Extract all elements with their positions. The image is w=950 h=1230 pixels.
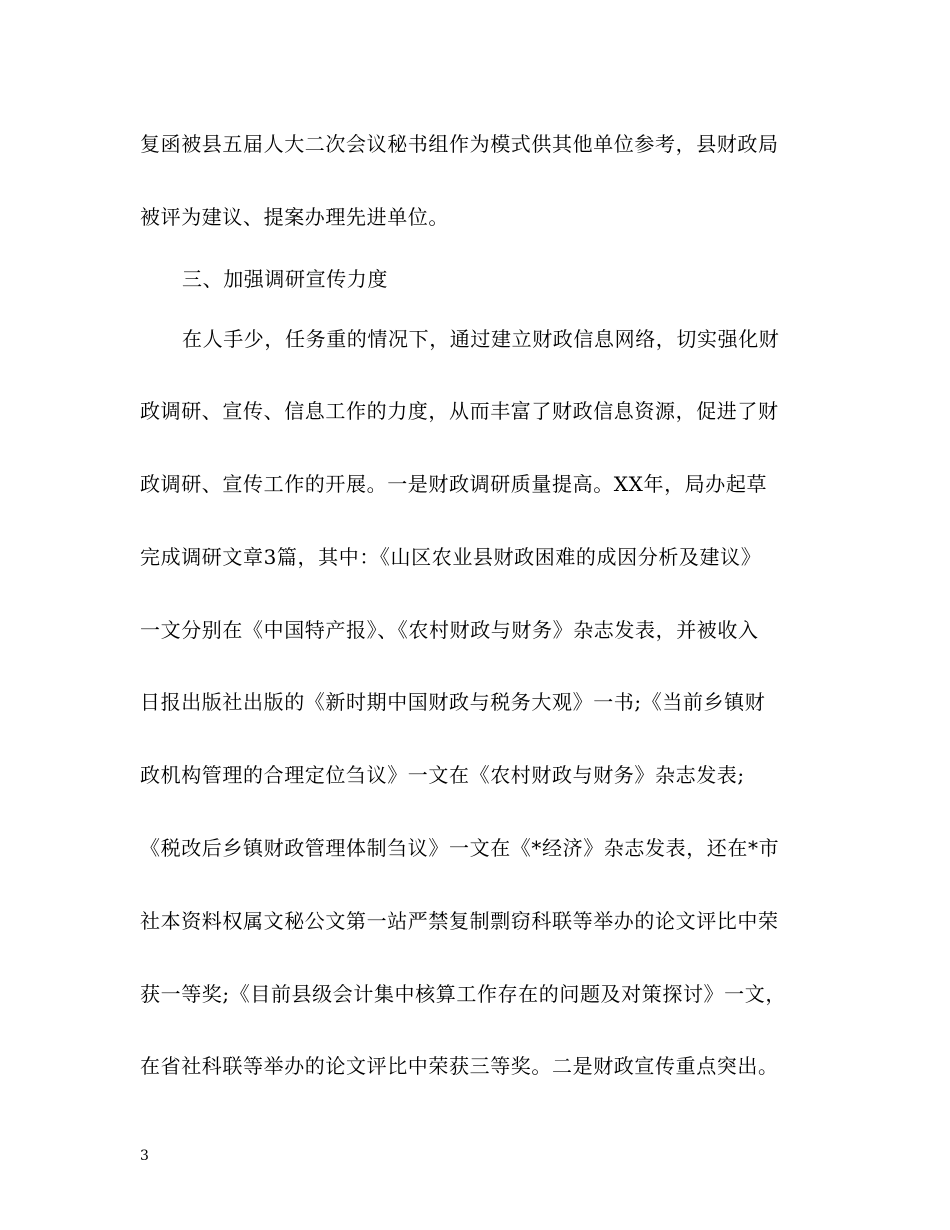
text-line: 完成调研文章3篇，其中：《山区农业县财政困难的成因分析及建议》 (140, 545, 762, 569)
text-line: 政调研、宣传工作的开展。一是财政调研质量提高。XX年，局办起草 (140, 472, 768, 496)
text-line: 获一等奖;《目前县级会计集中核算工作存在的问题及对策探讨》一文， (140, 982, 786, 1006)
text-line: 在省社科联等举办的论文评比中荣获三等奖。二是财政宣传重点突出。 (140, 1054, 779, 1078)
page-number: 3 (140, 1148, 149, 1164)
text-line: 政机构管理的合理定位刍议》一文在《农村财政与财务》杂志发表; (140, 763, 745, 787)
text-line: 《税改后乡镇财政管理体制刍议》一文在《*经济》杂志发表，还在*市 (140, 836, 780, 860)
text-line: 在人手少，任务重的情况下，通过建立财政信息网络，切实强化财 (182, 327, 780, 351)
text-line: 复函被县五届人大二次会议秘书组作为模式供其他单位参考，县财政局 (140, 132, 779, 156)
text-line: 社本资料权属文秘公文第一站严禁复制剽窃科联等举办的论文评比中荣 (140, 909, 779, 933)
text-line: 被评为建议、提案办理先进单位。 (140, 205, 449, 229)
text-line: 一文分别在《中国特产报》、《农村财政与财务》杂志发表，并被收入 (140, 618, 759, 642)
text-line: 日报出版社出版的《新时期中国财政与税务大观》一书;《当前乡镇财 (140, 690, 766, 714)
section-heading: 三、加强调研宣传力度 (182, 267, 388, 291)
text-line: 政调研、宣传、信息工作的力度，从而丰富了财政信息资源，促进了财 (140, 399, 779, 423)
